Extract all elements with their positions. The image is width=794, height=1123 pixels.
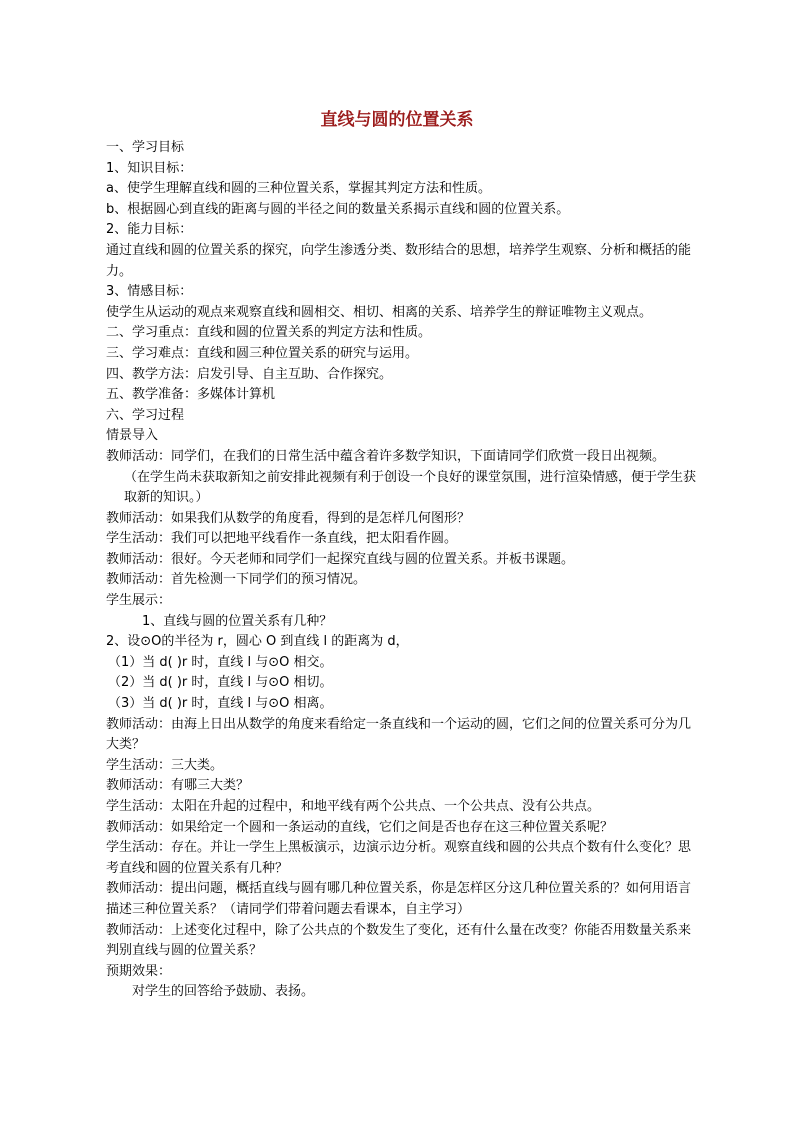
question-item: 2、设⊙O的半径为 r，圆心 O 到直线 l 的距离为 d， xyxy=(106,634,409,650)
subheading-scenario: 情景导入 xyxy=(106,428,159,444)
dialogue-line: 学生活动：我们可以把地平线看作一条直线，把太阳看作圆。 xyxy=(106,531,458,547)
document-title: 直线与圆的位置关系 xyxy=(320,110,474,130)
subheading-knowledge: 1、知识目标： xyxy=(106,160,193,176)
condition-item: （1）当 d( )r 时，直线 l 与⊙O 相交。 xyxy=(108,654,333,670)
section-heading-methods: 四、教学方法：启发引导、自主互助、合作探究。 xyxy=(106,366,393,382)
question-item: 1、直线与圆的位置关系有几种？ xyxy=(142,613,333,629)
dialogue-line: 教师活动：首先检测一下同学们的预习情况。 xyxy=(106,572,367,588)
paragraph: 对学生的回答给予鼓励、表扬。 xyxy=(132,984,315,1000)
subheading-expected-effect: 预期效果： xyxy=(106,963,172,979)
dialogue-line: 教师活动：如果给定一个圆和一条运动的直线，它们之间是否也存在这三种位置关系呢？ xyxy=(106,819,614,835)
dialogue-line: 教师活动：同学们，在我们的日常生活中蕴含着许多数学知识，下面请同学们欣赏一段日出视频。 xyxy=(106,448,666,464)
section-heading-preparation: 五、教学准备：多媒体计算机 xyxy=(106,387,276,403)
dialogue-line: 学生活动：三大类。 xyxy=(106,757,224,773)
dialogue-line: 教师活动：有哪三大类？ xyxy=(106,778,250,794)
paragraph: 通过直线和圆的位置关系的探究，向学生渗透分类、数形结合的思想，培养学生观察、分析和概括的能力。 xyxy=(106,242,692,279)
dialogue-line: 教师活动：很好。今天老师和同学们一起探究直线与圆的位置关系。并板书课题。 xyxy=(106,551,575,567)
subheading-ability: 2、能力目标： xyxy=(106,222,193,238)
section-heading-objectives: 一、学习目标 xyxy=(106,140,185,155)
condition-item: （3）当 d( )r 时，直线 l 与⊙O 相离。 xyxy=(108,696,333,712)
dialogue-line: 教师活动：由海上日出从数学的角度来看给定一条直线和一个运动的圆，它们之间的位置关系可分为几大类？ xyxy=(106,716,692,753)
subheading-emotion: 3、情感目标： xyxy=(106,284,193,300)
section-heading-process: 六、学习过程 xyxy=(106,407,185,423)
section-heading-key-points: 二、学习重点：直线和圆的位置关系的判定方法和性质。 xyxy=(106,325,432,341)
dialogue-line: 教师活动：提出问题，概括直线与圆有哪几种位置关系，你是怎样区分这几种位置关系的？如何用语言描述三种位置关系？（请同学们带着问题去看课本，自主学习） xyxy=(106,881,692,917)
paragraph: a、使学生理解直线和圆的三种位置关系，掌握其判定方法和性质。 xyxy=(106,181,491,197)
dialogue-line: 教师活动：上述变化过程中，除了公共点的个数发生了变化，还有什么量在改变？你能否用数量关系来判别直线与圆的位置关系？ xyxy=(106,922,692,959)
dialogue-line: 学生活动：太阳在升起的过程中，和地平线有两个公共点、一个公共点、没有公共点。 xyxy=(106,799,601,814)
subheading-student-show: 学生展示： xyxy=(106,593,172,609)
dialogue-line: 教师活动：如果我们从数学的角度看，得到的是怎样几何图形？ xyxy=(106,510,471,526)
section-heading-difficulties: 三、学习难点：直线和圆三种位置关系的研究与运用。 xyxy=(106,345,419,361)
note-paragraph: （在学生尚未获取新知之前安排此视频有利于创设一个良好的课堂氛围，进行渲染情感，便于学生获取新的知识。） xyxy=(124,469,697,506)
document-body xyxy=(106,138,696,1003)
dialogue-line: 学生活动：存在。并让一学生上黑板演示，边演示边分析。观察直线和圆的公共点个数有什么变化？思考直线和圆的位置关系有几种？ xyxy=(106,840,692,876)
condition-item: （2）当 d( )r 时，直线 l 与⊙O 相切。 xyxy=(108,675,333,691)
paragraph: 使学生从运动的观点来观察直线和圆相交、相切、相离的关系、培养学生的辩证唯物主义观点。 xyxy=(106,304,653,320)
paragraph: b、根据圆心到直线的距离与圆的半径之间的数量关系揭示直线和圆的位置关系。 xyxy=(106,201,570,217)
